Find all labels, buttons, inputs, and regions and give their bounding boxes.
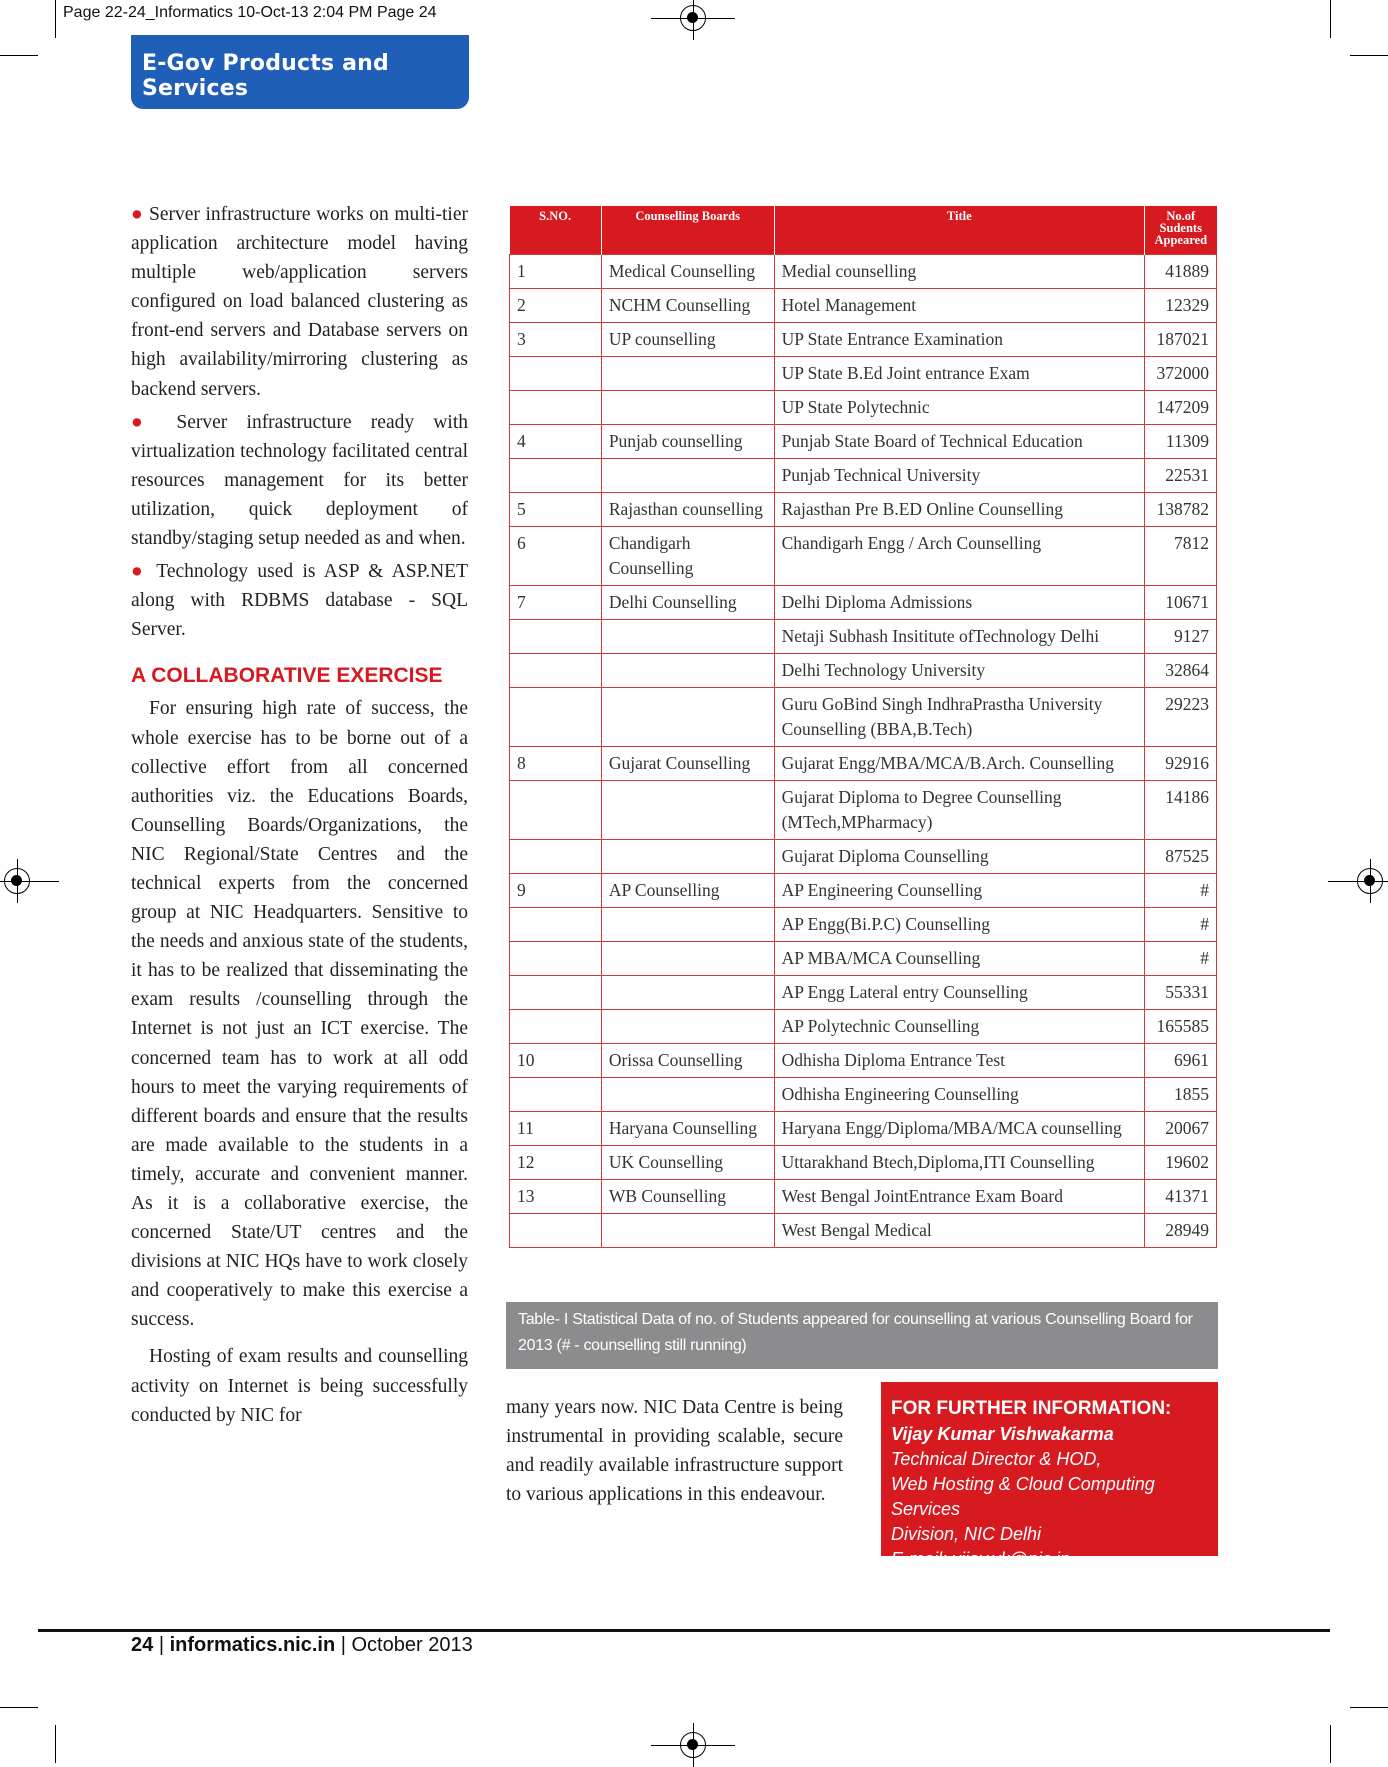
registration-mark-icon: [680, 5, 706, 31]
table-row: [510, 908, 1217, 942]
cell-board: [601, 688, 774, 747]
table-row: [510, 391, 1217, 425]
section-heading: A COLLABORATIVE EXERCISE: [131, 664, 443, 688]
cell-title: UP State B.Ed Joint entrance Exam: [774, 357, 1144, 391]
cell-title: Hotel Management: [774, 289, 1144, 323]
contact-line: Technical Director & HOD,: [891, 1449, 1102, 1469]
cell-students: 55331: [1145, 976, 1217, 1010]
cell-students: #: [1145, 942, 1217, 976]
crop-mark: [55, 0, 56, 38]
cell-sno: [510, 976, 602, 1010]
table-row: [510, 289, 1217, 323]
cell-board: Medical Counselling: [601, 255, 774, 289]
section-tab: [131, 35, 469, 109]
table-row: [510, 527, 1217, 586]
table-row: [510, 357, 1217, 391]
cell-sno: 2: [510, 289, 602, 323]
cell-students: 147209: [1145, 391, 1217, 425]
table-row: [510, 323, 1217, 357]
section-tab-label: E-Gov Products and Services: [142, 51, 389, 101]
cell-title: Odhisha Engineering Counselling: [774, 1078, 1144, 1112]
header-title: Title: [774, 206, 1144, 255]
cell-sno: 9: [510, 874, 602, 908]
cell-title: UP State Polytechnic: [774, 391, 1144, 425]
cell-board: [601, 942, 774, 976]
table-row: [510, 1146, 1217, 1180]
cell-board: Delhi Counselling: [601, 586, 774, 620]
cell-board: [601, 1078, 774, 1112]
cell-students: 9127: [1145, 620, 1217, 654]
cell-title: AP Polytechnic Counselling: [774, 1010, 1144, 1044]
registration-mark-icon: [4, 868, 30, 894]
cell-title: AP Engg Lateral entry Counselling: [774, 976, 1144, 1010]
cell-students: 372000: [1145, 357, 1217, 391]
cell-students: 29223: [1145, 688, 1217, 747]
cell-sno: 12: [510, 1146, 602, 1180]
cell-title: Gujarat Diploma to Degree Counselling (MTech,MPharmacy): [774, 781, 1144, 840]
header-boards: Counselling Boards: [601, 206, 774, 255]
cell-sno: [510, 654, 602, 688]
counselling-statistics-table: [509, 206, 1217, 1248]
cell-sno: [510, 781, 602, 840]
registration-mark-icon: [680, 1732, 706, 1758]
body-paragraph: many years now. NIC Data Centre is being instrumental in providing scalable, secure and readily available infrastructure support to various applications in this endeavour.: [506, 1397, 843, 1506]
middle-column: [506, 1393, 843, 1509]
cell-board: WB Counselling: [601, 1180, 774, 1214]
cell-title: Punjab Technical University: [774, 459, 1144, 493]
crop-mark: [1330, 0, 1331, 38]
cell-title: Rajasthan Pre B.ED Online Counselling: [774, 493, 1144, 527]
crop-mark: [0, 1707, 38, 1708]
footer-site[interactable]: informatics.nic.in: [169, 1634, 336, 1656]
crop-mark: [0, 55, 38, 56]
bullet-item: ● Server infrastructure works on multi-tier application architecture model having multiple web/application servers configured on load balanced clustering as front-end servers and Database servers on high availability/mirroring clustering as backend servers.: [131, 204, 468, 400]
table-row: [510, 1112, 1217, 1146]
contact-line: Web Hosting & Cloud Computing Services: [891, 1474, 1155, 1519]
cell-board: UK Counselling: [601, 1146, 774, 1180]
cell-sno: [510, 1214, 602, 1248]
cell-sno: 4: [510, 425, 602, 459]
cell-title: Odhisha Diploma Entrance Test: [774, 1044, 1144, 1078]
cell-sno: 7: [510, 586, 602, 620]
cell-board: [601, 976, 774, 1010]
cell-title: West Bengal Medical: [774, 1214, 1144, 1248]
table-row: [510, 942, 1217, 976]
cell-students: 187021: [1145, 323, 1217, 357]
cell-title: Medial counselling: [774, 255, 1144, 289]
cell-board: [601, 654, 774, 688]
table-row: [510, 1214, 1217, 1248]
cell-board: [601, 1214, 774, 1248]
table-row: [510, 586, 1217, 620]
cell-students: 14186: [1145, 781, 1217, 840]
table-header-row: [510, 206, 1217, 255]
cell-sno: [510, 1010, 602, 1044]
cell-sno: [510, 1078, 602, 1112]
cell-board: Chandigarh Counselling: [601, 527, 774, 586]
table-body: [510, 255, 1217, 1248]
table-row: [510, 1010, 1217, 1044]
cell-board: [601, 840, 774, 874]
cell-students: 87525: [1145, 840, 1217, 874]
footer-separator: |: [340, 1634, 346, 1656]
cell-students: #: [1145, 908, 1217, 942]
contact-name: Vijay Kumar Vishwakarma: [891, 1424, 1114, 1444]
bullet-icon: ●: [131, 561, 148, 583]
cell-sno: [510, 620, 602, 654]
table-row: [510, 654, 1217, 688]
registration-mark-icon: [1357, 868, 1383, 894]
header-students: No.of Sudents Appeared: [1145, 206, 1217, 255]
cell-board: [601, 357, 774, 391]
cell-students: 92916: [1145, 747, 1217, 781]
cell-sno: [510, 459, 602, 493]
cell-title: UP State Entrance Examination: [774, 323, 1144, 357]
cell-board: NCHM Counselling: [601, 289, 774, 323]
cell-title: AP Engg(Bi.P.C) Counselling: [774, 908, 1144, 942]
cell-board: UP counselling: [601, 323, 774, 357]
cell-students: 165585: [1145, 1010, 1217, 1044]
cell-title: AP Engineering Counselling: [774, 874, 1144, 908]
cell-sno: 5: [510, 493, 602, 527]
table-caption: Table- I Statistical Data of no. of Students appeared for counselling at various Counselling Board for 2013 (# - counselling still running): [506, 1302, 1218, 1369]
bullet-icon: ●: [131, 411, 158, 433]
bullet-item: ● Technology used is ASP & ASP.NET along with RDBMS database - SQL Server.: [131, 561, 469, 641]
cell-title: AP MBA/MCA Counselling: [774, 942, 1144, 976]
page-number: 24: [131, 1634, 154, 1656]
cell-title: Gujarat Engg/MBA/MCA/B.Arch. Counselling: [774, 747, 1144, 781]
cell-title: Gujarat Diploma Counselling: [774, 840, 1144, 874]
cell-board: AP Counselling: [601, 874, 774, 908]
crop-mark: [1330, 1725, 1331, 1763]
cell-board: Gujarat Counselling: [601, 747, 774, 781]
cell-sno: 11: [510, 1112, 602, 1146]
cell-students: #: [1145, 874, 1217, 908]
cell-sno: 3: [510, 323, 602, 357]
cell-title: Punjab State Board of Technical Education: [774, 425, 1144, 459]
cell-sno: [510, 942, 602, 976]
page-footer: [131, 1634, 473, 1657]
cell-students: 6961: [1145, 1044, 1217, 1078]
table-row: [510, 976, 1217, 1010]
cell-title: Delhi Diploma Admissions: [774, 586, 1144, 620]
cell-sno: 8: [510, 747, 602, 781]
bullet-item: ● Server infrastructure ready with virtualization technology facilitated central resources management for its better utilization, quick deployment of standby/staging setup needed as and when.: [131, 411, 468, 550]
table-row: [510, 255, 1217, 289]
body-paragraph: For ensuring high rate of success, the whole exercise has to be borne out of a collective effort from all concerned authorities viz. the Educations Boards, Counselling Boards/Organizations, the NIC Regional/State Centres and the technical experts from the concerned group at NIC Headquarters. Sensitive to the needs and anxious state of the students, it has to be realized that disseminating the exam results /counselling through the Internet is not just an ICT exercise. The concerned team has to work at all odd hours to meet the varying requirements of different boards and ensure that the results are made available to the students in a timely, accurate and convenient manner. As it is a collaborative exercise, the concerned State/UT centres and the divisions at NIC HQs have to work closely and cooperatively to make this exercise a success.: [131, 698, 468, 1331]
cell-title: Chandigarh Engg / Arch Counselling: [774, 527, 1144, 586]
cell-students: 7812: [1145, 527, 1217, 586]
cell-sno: [510, 357, 602, 391]
cell-students: 20067: [1145, 1112, 1217, 1146]
cell-sno: 6: [510, 527, 602, 586]
cell-title: Netaji Subhash Insititute ofTechnology Delhi: [774, 620, 1144, 654]
body-paragraph: Hosting of exam results and counselling activity on Internet is being successfully conducted by NIC for: [131, 1346, 468, 1426]
table-row: [510, 688, 1217, 747]
table-row: [510, 425, 1217, 459]
cell-sno: [510, 391, 602, 425]
table-row: [510, 840, 1217, 874]
cell-students: 12329: [1145, 289, 1217, 323]
cell-sno: [510, 840, 602, 874]
info-heading: FOR FURTHER INFORMATION:: [891, 1398, 1172, 1419]
cell-sno: [510, 908, 602, 942]
table-row: [510, 747, 1217, 781]
cell-board: [601, 908, 774, 942]
cell-board: Rajasthan counselling: [601, 493, 774, 527]
cell-title: Haryana Engg/Diploma/MBA/MCA counselling: [774, 1112, 1144, 1146]
cell-students: 19602: [1145, 1146, 1217, 1180]
table-row: [510, 1180, 1217, 1214]
table-row: [510, 781, 1217, 840]
cell-students: 10671: [1145, 586, 1217, 620]
header-sno: S.NO.: [510, 206, 602, 255]
table-row: [510, 1044, 1217, 1078]
cell-board: [601, 1010, 774, 1044]
table-row: [510, 620, 1217, 654]
table-row: [510, 459, 1217, 493]
cell-title: Delhi Technology University: [774, 654, 1144, 688]
further-information-box: [881, 1382, 1218, 1569]
crop-mark: [1350, 55, 1388, 56]
cell-students: 32864: [1145, 654, 1217, 688]
cell-title: West Bengal JointEntrance Exam Board: [774, 1180, 1144, 1214]
crop-mark: [1350, 1707, 1388, 1708]
cell-students: 41889: [1145, 255, 1217, 289]
cell-students: 138782: [1145, 493, 1217, 527]
footer-rule: [38, 1629, 1330, 1632]
cell-students: 22531: [1145, 459, 1217, 493]
cell-sno: 1: [510, 255, 602, 289]
left-column: [131, 200, 468, 1434]
cell-board: [601, 781, 774, 840]
cell-title: Guru GoBind Singh IndhraPrastha University Counselling (BBA,B.Tech): [774, 688, 1144, 747]
footer-date: October 2013: [351, 1634, 473, 1656]
contact-email[interactable]: E-mail: vijay.vk@nic.in: [891, 1549, 1070, 1569]
table-row: [510, 1078, 1217, 1112]
cell-students: 28949: [1145, 1214, 1217, 1248]
cell-board: [601, 620, 774, 654]
table-row: [510, 493, 1217, 527]
print-slug: Page 22-24_Informatics 10-Oct-13 2:04 PM Page 24: [63, 4, 437, 21]
footer-separator: |: [158, 1634, 165, 1656]
cell-board: Haryana Counselling: [601, 1112, 774, 1146]
cell-board: [601, 459, 774, 493]
cell-sno: 10: [510, 1044, 602, 1078]
cell-students: 1855: [1145, 1078, 1217, 1112]
cell-board: Orissa Counselling: [601, 1044, 774, 1078]
cell-board: Punjab counselling: [601, 425, 774, 459]
crop-mark: [55, 1725, 56, 1763]
cell-students: 41371: [1145, 1180, 1217, 1214]
contact-line: Division, NIC Delhi: [891, 1524, 1042, 1544]
cell-students: 11309: [1145, 425, 1217, 459]
cell-title: Uttarakhand Btech,Diploma,ITI Counselling: [774, 1146, 1144, 1180]
cell-board: [601, 391, 774, 425]
bullet-icon: ●: [131, 204, 144, 225]
table-row: [510, 874, 1217, 908]
cell-sno: 13: [510, 1180, 602, 1214]
cell-sno: [510, 688, 602, 747]
